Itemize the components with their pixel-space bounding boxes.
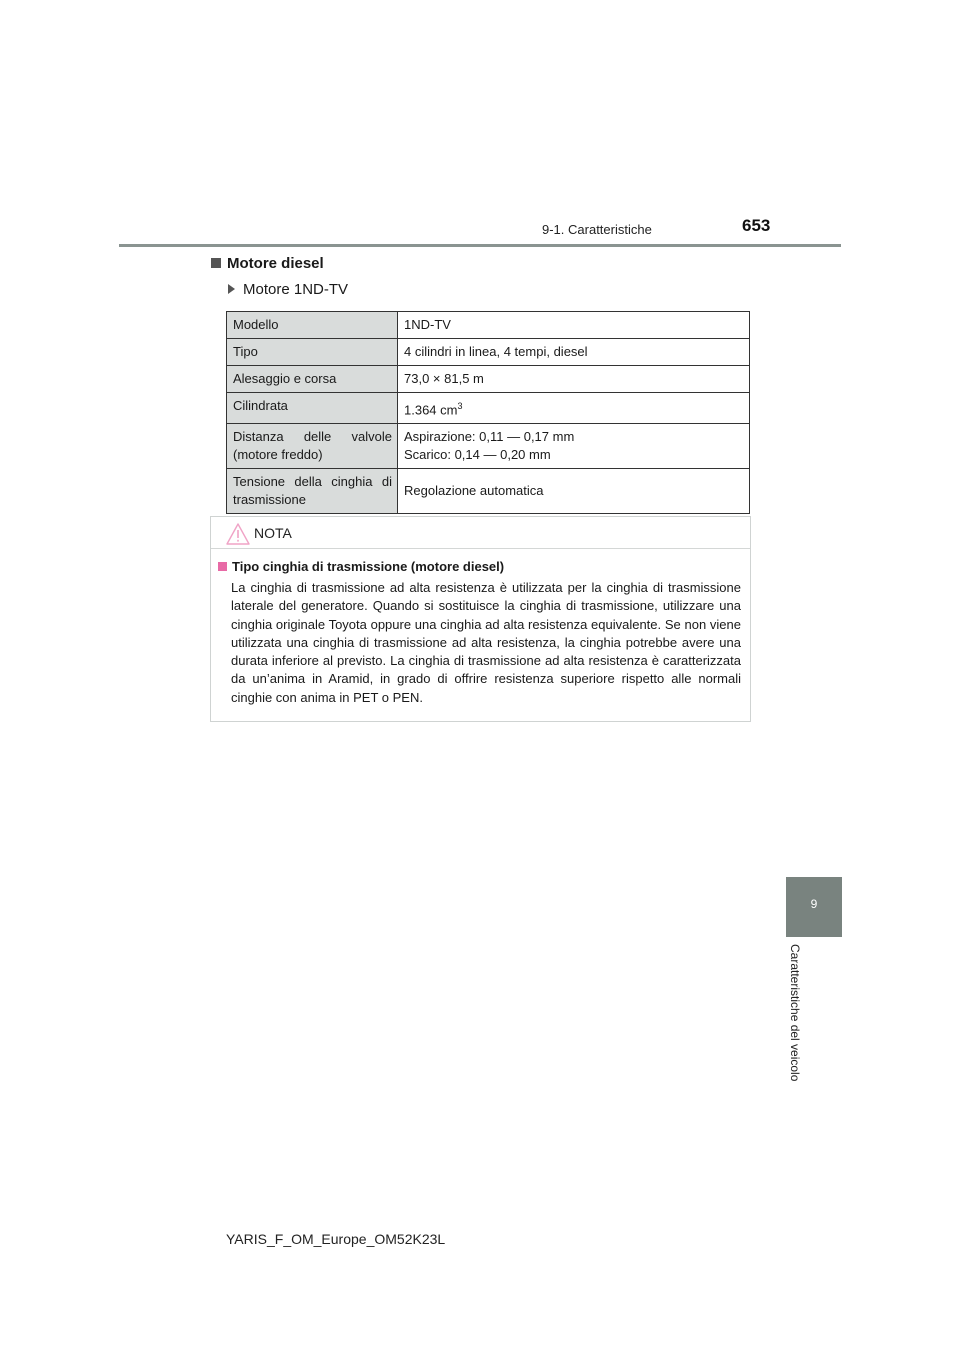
table-row <box>227 393 750 424</box>
spec-label: Tipo <box>227 339 398 366</box>
chapter-number: 9 <box>810 897 818 911</box>
spec-value: 1ND-TV <box>398 312 750 339</box>
spec-value: 4 cilindri in linea, 4 tempi, diesel <box>398 339 750 366</box>
warning-triangle-icon <box>226 523 250 545</box>
spec-label: Cilindrata <box>227 393 398 424</box>
spec-value: Regolazione automatica <box>398 469 750 514</box>
spec-label: Distanza delle valvole (motore freddo) <box>227 424 398 469</box>
spec-value-text: 1.364 cm <box>404 402 458 418</box>
square-bullet-icon <box>218 562 227 571</box>
table-row <box>227 366 750 393</box>
spec-table <box>226 311 750 514</box>
spec-value-superscript: 3 <box>457 401 463 411</box>
table-row <box>227 469 750 514</box>
page-number: 653 <box>742 216 771 235</box>
chapter-label: Caratteristiche del veicolo <box>788 944 802 1082</box>
section-title-text: Motore diesel <box>227 255 324 272</box>
nota-subtitle <box>218 559 504 574</box>
table-row <box>227 312 750 339</box>
header-rule <box>119 244 841 247</box>
spec-value-line: Scarico: 0,14 — 0,20 mm <box>404 447 551 463</box>
spec-label: Alesaggio e corsa <box>227 366 398 393</box>
spec-value: 73,0 × 81,5 m <box>398 366 750 393</box>
nota-subtitle-text: Tipo cinghia di trasmissione (motore diesel) <box>232 559 505 574</box>
nota-box <box>210 516 751 722</box>
section-title <box>211 255 324 272</box>
spec-value-line: Aspirazione: 0,11 — 0,17 mm <box>404 429 575 445</box>
footer-doc-id: YARIS_F_OM_Europe_OM52K23L <box>226 1231 446 1247</box>
nota-title: NOTA <box>254 525 292 541</box>
spec-label: Modello <box>227 312 398 339</box>
subsection-title <box>228 281 348 298</box>
nota-header <box>211 517 750 549</box>
spec-label: Tensione della cinghia di trasmissione <box>227 469 398 514</box>
triangle-bullet-icon <box>228 284 235 294</box>
table-row <box>227 339 750 366</box>
subsection-title-text: Motore 1ND-TV <box>243 281 349 298</box>
spec-value <box>398 424 750 469</box>
table-row <box>227 424 750 469</box>
nota-paragraph: La cinghia di trasmissione ad alta resistenza è utilizzata per la cinghia di trasmissione laterale del generatore. Quando si sostituisce la cinghia di trasmissione, utilizzare una cinghia originale Toyota oppure una cinghia ad alta resistenza equivalente. Se non viene utilizzata una cinghia di trasmissione ad alta resistenza, la cinghia potrebbe avere una durata inferiore al previsto. La cinghia di trasmissione ad alta resistenza è caratterizzata da un’anima in Aramid, in grado di offrire resistenza superiore rispetto alle normali cinghie con anima in PET o PEN. <box>231 580 741 705</box>
chapter-tab <box>786 877 842 937</box>
square-bullet-icon <box>211 258 221 268</box>
header-section: 9-1. Caratteristiche <box>542 222 652 237</box>
spec-value <box>398 393 750 424</box>
